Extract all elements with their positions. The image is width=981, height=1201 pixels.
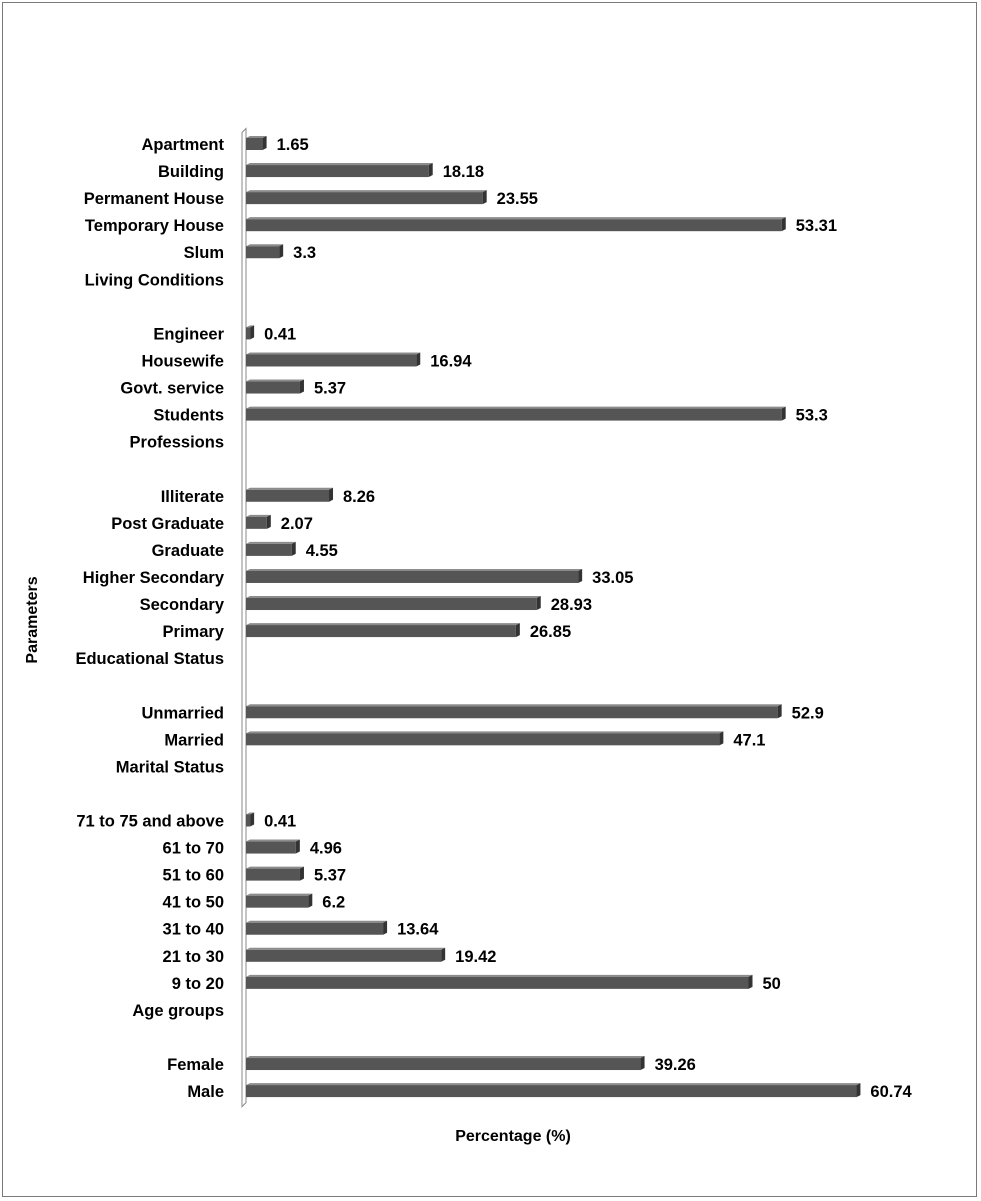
bar-end-face <box>537 596 541 610</box>
bar <box>246 190 487 204</box>
bar <box>246 488 333 502</box>
bar <box>246 380 304 394</box>
data-label: 0.41 <box>264 325 297 344</box>
category-label: Marital Status <box>115 758 224 777</box>
bar-front-face <box>246 815 250 827</box>
bar-front-face <box>246 138 263 150</box>
bar-front-face <box>246 977 749 989</box>
category-label: 31 to 40 <box>162 920 224 939</box>
category-label: Students <box>153 406 224 425</box>
bar <box>246 731 723 745</box>
bar-end-face <box>483 190 487 204</box>
bar <box>246 704 782 718</box>
bar <box>246 244 283 258</box>
data-label: 47.1 <box>733 731 766 750</box>
data-label: 19.42 <box>455 947 497 966</box>
x-axis-title: Percentage (%) <box>455 1128 571 1145</box>
bar-front-face <box>246 165 429 177</box>
bar-front-face <box>246 192 483 204</box>
bar-front-face <box>246 842 296 854</box>
bar-end-face <box>308 894 312 908</box>
bar-front-face <box>246 950 441 962</box>
bar <box>246 542 296 556</box>
bar-end-face <box>296 840 300 854</box>
data-label: 5.37 <box>313 379 347 398</box>
bar-end-face <box>300 380 304 394</box>
category-axis-wall <box>242 128 246 1106</box>
category-label: Engineer <box>153 325 224 344</box>
bar-top-face <box>246 569 582 571</box>
data-label: 8.26 <box>343 487 376 506</box>
bar-top-face <box>246 190 487 192</box>
bar <box>246 596 541 610</box>
bar-top-face <box>246 515 271 517</box>
bar-top-face <box>246 1056 645 1058</box>
bar-end-face <box>516 623 520 637</box>
category-label: Post Graduate <box>111 514 224 533</box>
category-label: Building <box>158 163 224 182</box>
bar-end-face <box>856 1083 860 1097</box>
data-label: 52.9 <box>791 704 824 723</box>
bar-top-face <box>246 731 723 733</box>
bar-front-face <box>246 354 416 366</box>
bar-end-face <box>329 488 333 502</box>
bar-end-face <box>250 325 254 339</box>
bar-front-face <box>246 219 782 231</box>
data-label: 18.18 <box>442 163 485 182</box>
bar-top-face <box>246 217 786 219</box>
bar-top-face <box>246 407 786 409</box>
bar <box>246 163 433 177</box>
data-label: 2.07 <box>280 514 313 533</box>
data-label: 6.2 <box>322 893 346 912</box>
bar-front-face <box>246 327 250 339</box>
category-label: Age groups <box>132 1001 224 1020</box>
bar <box>246 352 420 366</box>
category-label: Female <box>167 1056 224 1075</box>
bar-front-face <box>246 490 329 502</box>
category-label: 51 to 60 <box>162 866 224 885</box>
data-label: 39.26 <box>654 1056 696 1075</box>
bar-front-face <box>246 382 300 394</box>
y-axis-title: Parameters <box>24 576 41 664</box>
data-label: 26.85 <box>529 623 572 642</box>
bar-top-face <box>246 921 387 923</box>
bar <box>246 623 520 637</box>
category-label: Unmarried <box>141 704 224 723</box>
bar <box>246 975 753 989</box>
category-label: Primary <box>162 623 224 642</box>
category-label: 9 to 20 <box>171 974 224 993</box>
bar-top-face <box>246 380 304 382</box>
bar <box>246 867 304 881</box>
bar-top-face <box>246 867 304 869</box>
bar <box>246 894 312 908</box>
category-label: Housewife <box>141 352 224 371</box>
bar-end-face <box>250 813 254 827</box>
category-label: Govt. service <box>120 379 224 398</box>
data-label: 53.3 <box>795 406 828 425</box>
category-label: 61 to 70 <box>162 839 224 858</box>
bar-end-face <box>719 731 723 745</box>
category-label: Educational Status <box>75 650 224 669</box>
bar-end-face <box>782 407 786 421</box>
category-label: Living Conditions <box>84 271 224 290</box>
bar-top-face <box>246 488 333 490</box>
bar-front-face <box>246 544 292 556</box>
category-label: Permanent House <box>83 190 224 209</box>
data-label: 5.37 <box>313 866 347 885</box>
bar-end-face <box>778 704 782 718</box>
bar-front-face <box>246 598 537 610</box>
bar-end-face <box>383 921 387 935</box>
bar <box>246 217 786 231</box>
bar-top-face <box>246 623 520 625</box>
bar-top-face <box>246 1083 860 1085</box>
bar <box>246 948 445 962</box>
bar-top-face <box>246 840 300 842</box>
category-label: Temporary House <box>84 217 224 236</box>
data-label: 28.93 <box>550 596 593 615</box>
bar <box>246 840 300 854</box>
category-label: Male <box>187 1083 224 1102</box>
data-label: 16.94 <box>430 352 472 371</box>
bar-end-face <box>441 948 445 962</box>
bar-top-face <box>246 704 782 706</box>
axis-layer <box>242 128 246 1106</box>
bar <box>246 407 786 421</box>
bar <box>246 921 387 935</box>
category-label: Apartment <box>141 136 224 154</box>
bar-end-face <box>749 975 753 989</box>
category-label: 71 to 75 and above <box>76 812 224 831</box>
bar <box>246 569 582 583</box>
bar-front-face <box>246 869 300 881</box>
bar-front-face <box>246 246 279 258</box>
bar-top-face <box>246 948 445 950</box>
bar-front-face <box>246 625 516 637</box>
bar-top-face <box>246 596 541 598</box>
data-label: 60.74 <box>870 1083 912 1102</box>
category-label: 21 to 30 <box>162 947 224 966</box>
bar-top-face <box>246 894 312 896</box>
category-label: Graduate <box>151 541 224 560</box>
data-label: 3.3 <box>293 244 317 263</box>
bar-top-face <box>246 975 753 977</box>
bar-top-face <box>246 244 283 246</box>
bar-front-face <box>246 1085 856 1097</box>
bars-layer <box>246 136 860 1097</box>
bar-end-face <box>782 217 786 231</box>
bar-end-face <box>292 542 296 556</box>
bar-end-face <box>267 515 271 529</box>
bar-top-face <box>246 352 420 354</box>
category-label: Married <box>164 731 224 750</box>
data-label: 53.31 <box>795 217 838 236</box>
bar <box>246 136 267 150</box>
bar-front-face <box>246 733 719 745</box>
data-label: 4.55 <box>305 541 338 560</box>
data-label: 23.55 <box>496 190 538 209</box>
bar <box>246 1056 645 1070</box>
bar-top-face <box>246 163 433 165</box>
bar-end-face <box>416 352 420 366</box>
bar-end-face <box>263 136 267 150</box>
bar-front-face <box>246 517 267 529</box>
category-label: Professions <box>129 433 224 452</box>
bar-end-face <box>641 1056 645 1070</box>
data-label: 33.05 <box>592 568 634 587</box>
bar <box>246 325 254 339</box>
data-label: 50 <box>762 974 781 993</box>
bar-end-face <box>429 163 433 177</box>
bar-end-face <box>279 244 283 258</box>
labels-layer <box>75 136 912 1101</box>
category-label: Slum <box>183 244 224 263</box>
data-label: 0.41 <box>264 812 297 831</box>
category-label: 41 to 50 <box>162 893 224 912</box>
bar-front-face <box>246 409 782 421</box>
category-label: Secondary <box>139 596 224 615</box>
bar-end-face <box>578 569 582 583</box>
category-label: Higher Secondary <box>82 568 224 587</box>
bar-front-face <box>246 923 383 935</box>
bar-front-face <box>246 1058 641 1070</box>
bar <box>246 1083 860 1097</box>
bar-top-face <box>246 542 296 544</box>
bar <box>246 813 254 827</box>
data-label: 13.64 <box>397 920 439 939</box>
bar-front-face <box>246 896 308 908</box>
data-label: 4.96 <box>309 839 342 858</box>
bar-front-face <box>246 706 778 718</box>
category-label: Illiterate <box>160 487 224 506</box>
data-label: 1.65 <box>276 136 309 154</box>
bar-front-face <box>246 571 578 583</box>
bar <box>246 515 271 529</box>
bar-end-face <box>300 867 304 881</box>
